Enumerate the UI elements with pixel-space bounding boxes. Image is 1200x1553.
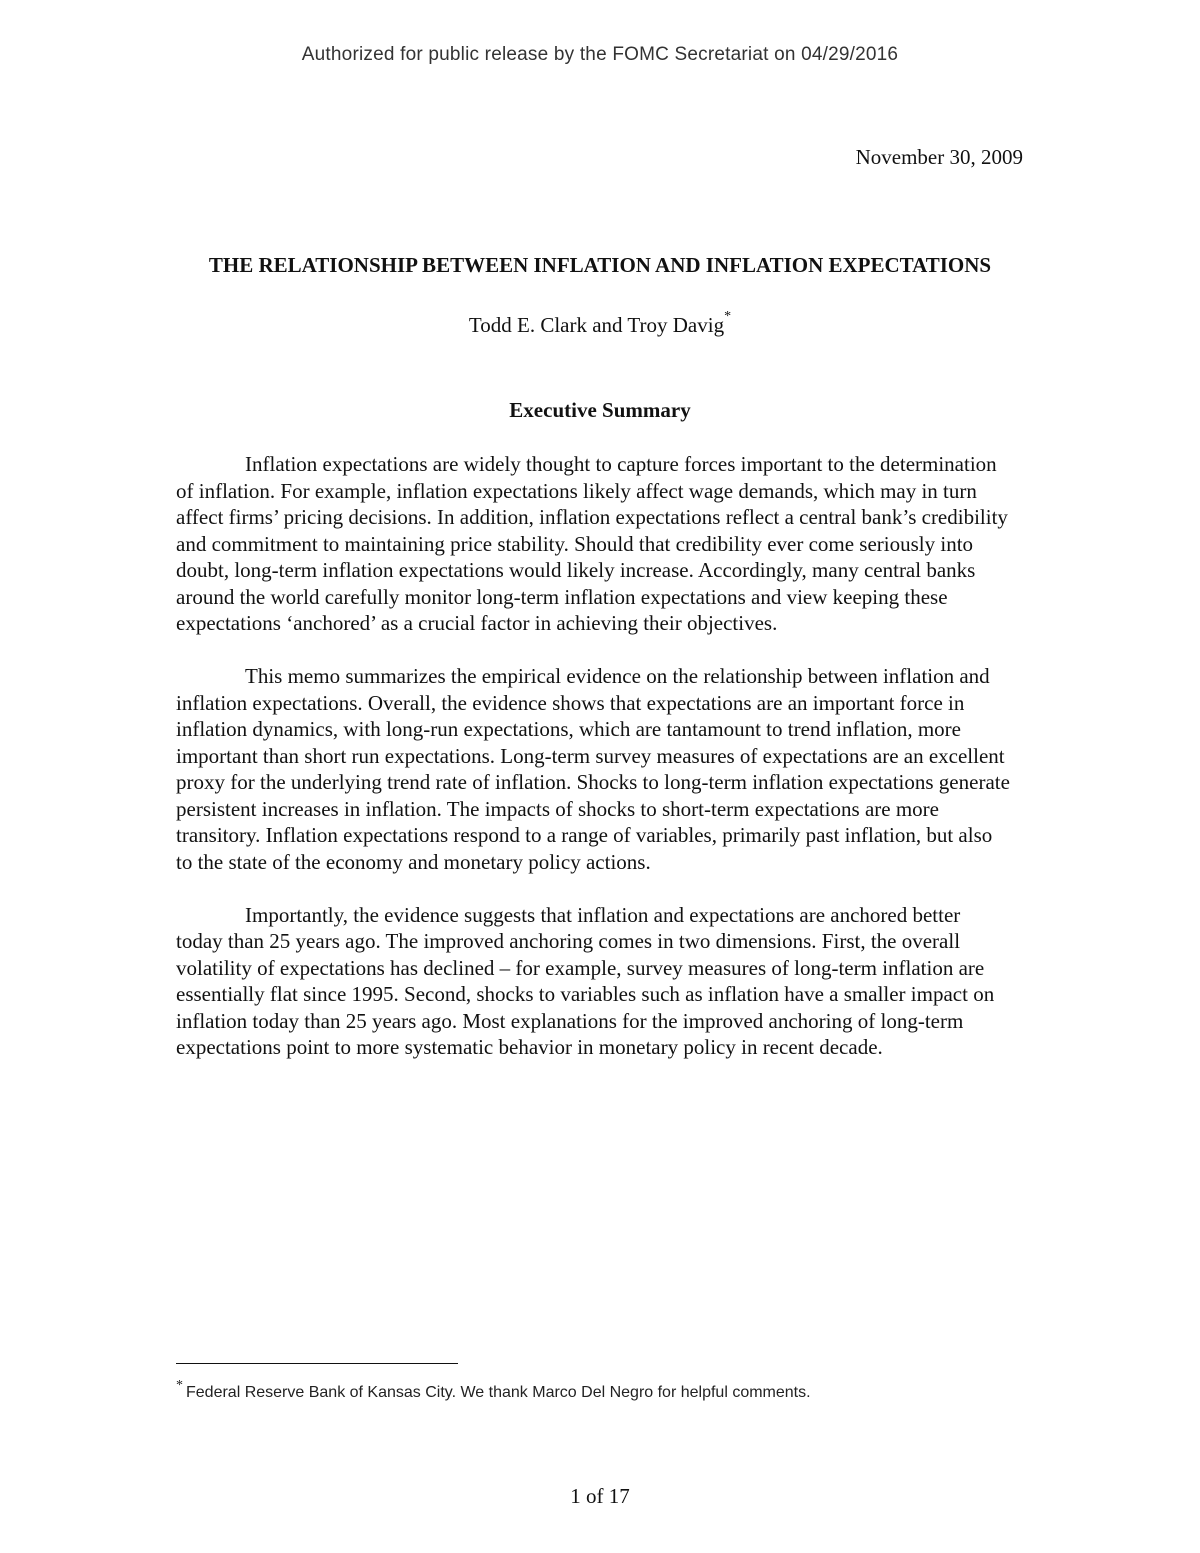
page-number: 1 of 17 bbox=[570, 1484, 630, 1508]
footnote-marker: * bbox=[176, 1377, 183, 1393]
author-footnote-marker: * bbox=[724, 309, 732, 324]
footnote-text: Federal Reserve Bank of Kansas City. We thank Marco Del Negro for helpful comments. bbox=[186, 1384, 811, 1401]
author-names: Todd E. Clark and Troy Davig bbox=[468, 313, 725, 337]
paragraph-3: Importantly, the evidence suggests that inflation and expectations are anchored better today than 25 years ago. The improved anchoring comes in two dimensions. First, the overall volatility of expectations has declined – for example, survey measures of long-term inflation are essentially flat since 1995. Second, shocks to variables such as inflation have a smaller impact on inflation today than 25 years ago. Most explanations for the improved anchoring of long-term expectations point to more systematic behavior in monetary policy in recent decade. bbox=[176, 902, 995, 1059]
memo-date: November 30, 2009 bbox=[855, 145, 1023, 169]
paragraph-1: Inflation expectations are widely thought to capture forces important to the determination of inflation. For example, inflation expectations likely affect wage demands, which may in turn affect firms’ pricing decisions. In addition, inflation expectations reflect a central bank’s credibility and commitment to maintaining price stability. Should that credibility ever come seriously into doubt, long-term inflation expectations would likely increase. Accordingly, many central banks around the world carefully monitor long-term inflation expectations and view keeping these expectations ‘anchored’ as a crucial factor in achieving their objectives. bbox=[176, 452, 1008, 635]
paragraph-2: This memo summarizes the empirical evidence on the relationship between inflation and inflation expectations. Overall, the evidence shows that expectations are an important force in inflation dynamics, with long-run expectations, which are tantamount to trend inflation, more important than short run expectations. Long-term survey measures of expectations are an excellent proxy for the underlying trend rate of inflation. Shocks to long-term inflation expectations generate persistent increases in inflation. The impacts of shocks to short-term expectations are more transitory. Inflation expectations respond to a range of variables, primarily past inflation, but also to the state of the economy and monetary policy actions. bbox=[176, 664, 1010, 874]
footnote-divider bbox=[176, 1363, 458, 1364]
release-header: Authorized for public release by the FOMC Secretariat on 04/29/2016 bbox=[301, 44, 899, 65]
executive-summary-body bbox=[176, 451, 1010, 1087]
memo-title: THE RELATIONSHIP BETWEEN INFLATION AND INFLATION EXPECTATIONS bbox=[208, 253, 992, 277]
footnote bbox=[176, 1377, 1016, 1402]
executive-summary-heading: Executive Summary bbox=[509, 398, 691, 422]
authors-line bbox=[176, 309, 1024, 338]
